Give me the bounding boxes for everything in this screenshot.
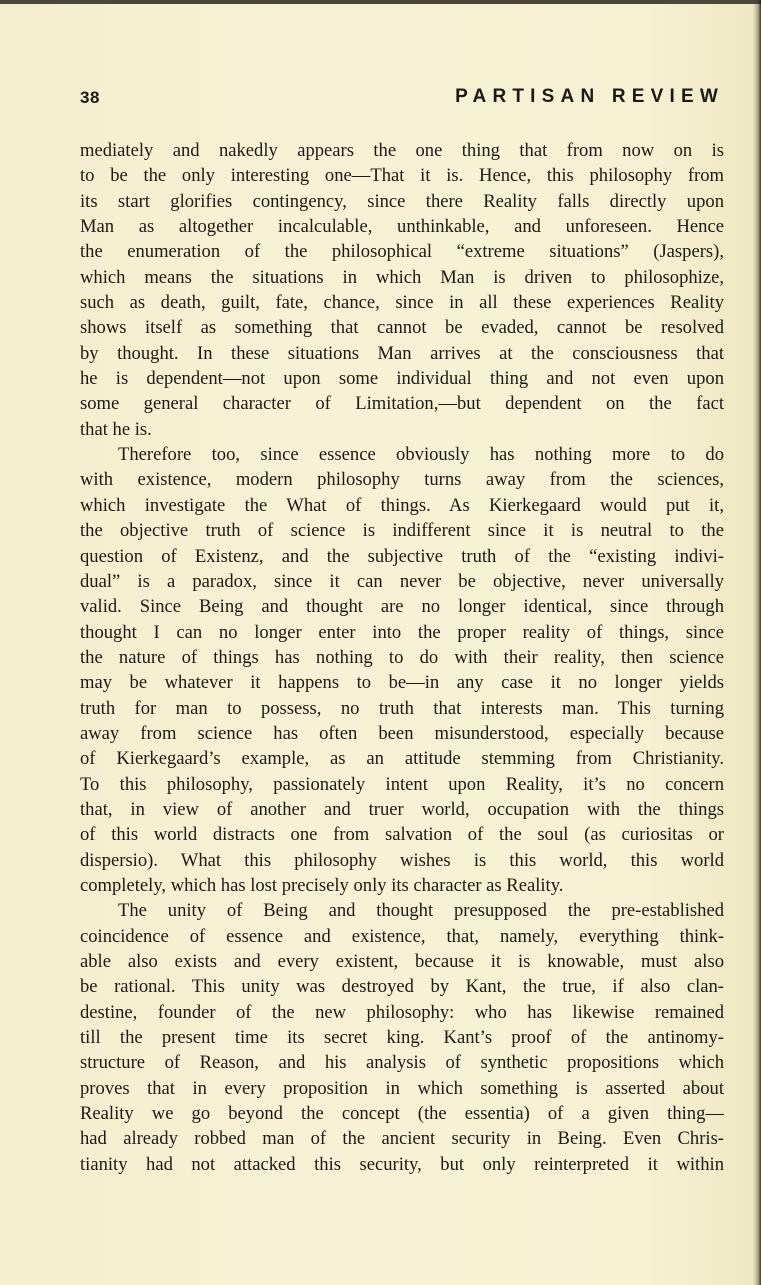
text-line: till the present time its secret king. Kant’s proof of the antinomy- (80, 1027, 724, 1049)
text-line: its start glorifies contingency, since there Reality falls directly upon (80, 190, 724, 212)
text-line: Man as altogether incalculable, unthinkable, and unforeseen. Hence (80, 216, 724, 238)
text-line: Reality we go beyond the concept (the essentia) of a given thing— (80, 1103, 724, 1125)
text-line: To this philosophy, passionately intent upon Reality, it’s no concern (80, 773, 724, 795)
text-line: be rational. This unity was destroyed by Kant, the true, if also clan- (80, 976, 724, 998)
text-line: with existence, modern philosophy turns away from the sciences, (80, 469, 724, 491)
text-line: which investigate the What of things. As Kierkegaard would put it, (80, 494, 724, 516)
text-line: dispersio). What this philosophy wishes is this world, this world (80, 849, 724, 871)
paragraph-start-line: The unity of Being and thought presupposed the pre-established (118, 900, 724, 922)
page-number: 38 (80, 88, 100, 107)
text-line: structure of Reason, and his analysis of synthetic propositions which (80, 1052, 724, 1074)
page-gutter-edge (753, 0, 761, 1285)
text-line: coincidence of essence and existence, that, namely, everything think- (80, 925, 724, 947)
running-head (80, 86, 724, 114)
text-line: the enumeration of the philosophical “extreme situations” (Jaspers), (80, 241, 724, 263)
text-line: shows itself as something that cannot be evaded, cannot be resolved (80, 317, 724, 339)
journal-title: PARTISAN REVIEW (455, 86, 724, 107)
text-line: some general character of Limitation,—but dependent on the fact (80, 393, 724, 415)
text-line: the nature of things has nothing to do with their reality, then science (80, 646, 724, 668)
text-line: of Kierkegaard’s example, as an attitude stemming from Christianity. (80, 748, 724, 770)
text-line: of this world distracts one from salvation of the soul (as curiositas or (80, 824, 724, 846)
text-line: tianity had not attacked this security, but only reinterpreted it within (80, 1153, 724, 1175)
text-line: proves that in every proposition in which something is asserted about (80, 1077, 724, 1099)
text-line: had already robbed man of the ancient security in Being. Even Chris- (80, 1128, 724, 1150)
text-line: able also exists and every existent, because it is knowable, must also (80, 951, 724, 972)
paragraph-start-line: Therefore too, since essence obviously has nothing more to do (118, 444, 724, 466)
text-line: which means the situations in which Man is driven to philosophize, (80, 266, 724, 288)
text-line: thought I can no longer enter into the proper reality of things, since (80, 621, 724, 643)
text-line: he is dependent—not upon some individual thing and not even upon (80, 368, 724, 390)
text-line: may be whatever it happens to be—in any case it no longer yields (80, 672, 724, 694)
paragraph-end-line: that he is. (80, 418, 152, 440)
text-line: by thought. In these situations Man arrives at the consciousness that (80, 342, 724, 364)
paragraph-end-line: completely, which has lost precisely only its character as Reality. (80, 874, 564, 896)
text-line: valid. Since Being and thought are no longer identical, since through (80, 596, 724, 618)
text-line: away from science has often been misunderstood, especially because (80, 722, 724, 744)
text-line: truth for man to possess, no truth that interests man. This turning (80, 697, 724, 719)
text-line: destine, founder of the new philosophy: who has likewise remained (80, 1001, 724, 1023)
text-line: dual” is a paradox, since it can never be objective, never universally (80, 570, 724, 592)
text-line: question of Existenz, and the subjective truth of the “existing indivi- (80, 545, 724, 567)
text-line: the objective truth of science is indifferent since it is neutral to the (80, 520, 724, 542)
text-line: mediately and nakedly appears the one thing that from now on is (80, 140, 724, 161)
text-line: to be the only interesting one—That it is. Hence, this philosophy from (80, 165, 724, 187)
top-edge-shadow (0, 0, 761, 4)
body-text (80, 138, 724, 1177)
text-line: such as death, guilt, fate, chance, since in all these experiences Reality (80, 292, 724, 314)
text-line: that, in view of another and truer world, occupation with the things (80, 798, 724, 820)
